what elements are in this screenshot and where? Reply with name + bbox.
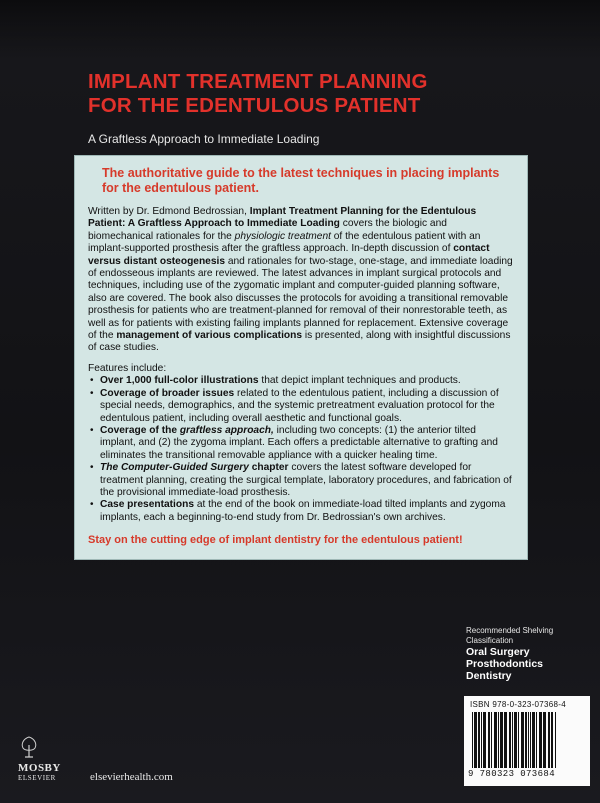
shelving-category: Prosthodontics: [466, 658, 544, 670]
feature-item: [100, 388, 514, 425]
barcode-bar: [518, 712, 519, 768]
desc-text-5: is presented, along with insightful discussions of case studies.: [88, 330, 511, 354]
barcode-bar: [521, 712, 524, 768]
barcode-bar: [500, 712, 503, 768]
desc-bold-complications: management of various complications: [116, 330, 303, 342]
feature-bold: chapter: [248, 462, 289, 474]
shelving-classification: [466, 626, 586, 682]
feature-text: related to the edentulous patient, including a discussion of special needs, demographics, and the systemic pretreatment evaluation protocol for the edentulous patient, including overall aesthetic and functional goals.: [100, 387, 499, 424]
barcode-bar: [543, 712, 546, 768]
features-list: [88, 375, 514, 524]
barcode-bar: [481, 712, 482, 768]
barcode-bar: [512, 712, 513, 768]
description-paragraph: [88, 206, 514, 355]
desc-bold-osteogenesis: contact versus distant osteogenesis: [88, 243, 490, 267]
barcode-icon: [470, 712, 584, 768]
book-title: [88, 70, 568, 118]
barcode-box: [464, 696, 590, 786]
publisher-logo: [18, 763, 61, 783]
shelving-label-2: Classification: [466, 636, 514, 645]
barcode-bar: [536, 712, 537, 768]
barcode-bar: [504, 712, 507, 768]
desc-text-4: and rationales for two-stage, one-stage, and immediate loading of endosseous implants are reviewed. The latest advances in implant surgical protocols and techniques, including use of the zygomatic implant and computer-guided planning software, also are covered. The book also discusses the protocols for avoiding a transitional removable prosthesis for patients who are treatment-planned for removal of their nonrestorable teeth, as well as for patients with existing failing implants planned for replacement. Extensive coverage of the: [88, 255, 513, 342]
desc-book-title: Implant Treatment Planning for the Edentulous Patient: A Graftless Approach to Immediate Loading: [88, 206, 477, 230]
isbn-label: ISBN 978-0-323-07368-4: [470, 700, 566, 709]
desc-text-2: covers the biologic and biomechanical rationales for the: [88, 218, 447, 242]
shelving-label-1: Recommended Shelving: [466, 626, 554, 635]
barcode-bar: [478, 712, 480, 768]
feature-text: at the end of the book on immediate-load tilted implants and zygoma implants, each a beginning-to-end study from Dr. Bedrossian's own archives.: [100, 499, 506, 523]
feature-bold: Coverage of the: [100, 424, 180, 436]
publisher-parent: ELSEVIER: [18, 774, 56, 782]
feature-bold: Over 1,000 full-color illustrations: [100, 375, 259, 387]
barcode-number: 9 780323 073684: [468, 769, 556, 779]
feature-bold: Coverage of broader issues: [100, 387, 235, 399]
barcode-bar: [530, 712, 531, 768]
barcode-bar: [555, 712, 556, 768]
feature-italic: graftless approach,: [179, 424, 274, 436]
shelving-category: Oral Surgery: [466, 646, 530, 658]
barcode-bar: [483, 712, 486, 768]
feature-text: that depict implant techniques and products.: [258, 375, 461, 387]
book-title-line-1: IMPLANT TREATMENT PLANNING: [88, 70, 428, 93]
book-title-line-2: FOR THE EDENTULOUS PATIENT: [88, 94, 421, 117]
tagline: The authoritative guide to the latest techniques in placing implants for the edentulous patient.: [102, 166, 500, 195]
barcode-bar: [491, 712, 492, 768]
feature-text: including two concepts: (1) the anterior tilted implant, and (2) the zygoma implant. Each offers a predictable alternative to grafting and eliminates the transitional removable appliance with a quicker healing time.: [100, 424, 498, 461]
barcode-bar: [514, 712, 517, 768]
barcode-bar: [488, 712, 490, 768]
feature-item: [100, 499, 514, 524]
barcode-bar: [528, 712, 529, 768]
shelving-category: Dentistry: [466, 670, 512, 682]
closing-statement: Stay on the cutting edge of implant dentistry for the edentulous patient!: [88, 534, 463, 547]
barcode-bar: [525, 712, 527, 768]
barcode-bar: [474, 712, 477, 768]
barcode-bar: [494, 712, 497, 768]
elsevier-tree-icon: [18, 735, 40, 759]
book-subtitle: A Graftless Approach to Immediate Loading: [88, 132, 320, 146]
barcode-bar: [498, 712, 499, 768]
feature-item: [100, 375, 514, 387]
feature-italic: The Computer-Guided Surgery: [100, 462, 249, 474]
top-shade: [0, 0, 600, 60]
barcode-bar: [539, 712, 542, 768]
desc-text-1: Written by Dr. Edmond Bedrossian,: [88, 206, 250, 217]
barcode-bar: [548, 712, 550, 768]
feature-item: [100, 462, 514, 499]
publisher-name: MOSBY: [18, 762, 61, 774]
barcode-bar: [551, 712, 553, 768]
feature-bold: Case presentations: [100, 499, 194, 511]
publisher-website: elsevierhealth.com: [90, 771, 173, 783]
barcode-bar: [532, 712, 535, 768]
description-panel: [74, 155, 528, 560]
desc-text-3: of the edentulous patient with an implant-supported prosthesis after the graftless approach. In-depth discussion of: [88, 230, 481, 255]
features-heading: Features include:: [88, 362, 167, 374]
feature-item: [100, 425, 514, 462]
desc-emphasis: physiologic treatment: [234, 230, 331, 242]
feature-text: covers the latest software developed for treatment planning, creating the surgical template, laboratory procedures, and fabrication of the provisional immediate-load prosthesis.: [100, 462, 512, 498]
barcode-bar: [472, 712, 473, 768]
barcode-bar: [509, 712, 511, 768]
